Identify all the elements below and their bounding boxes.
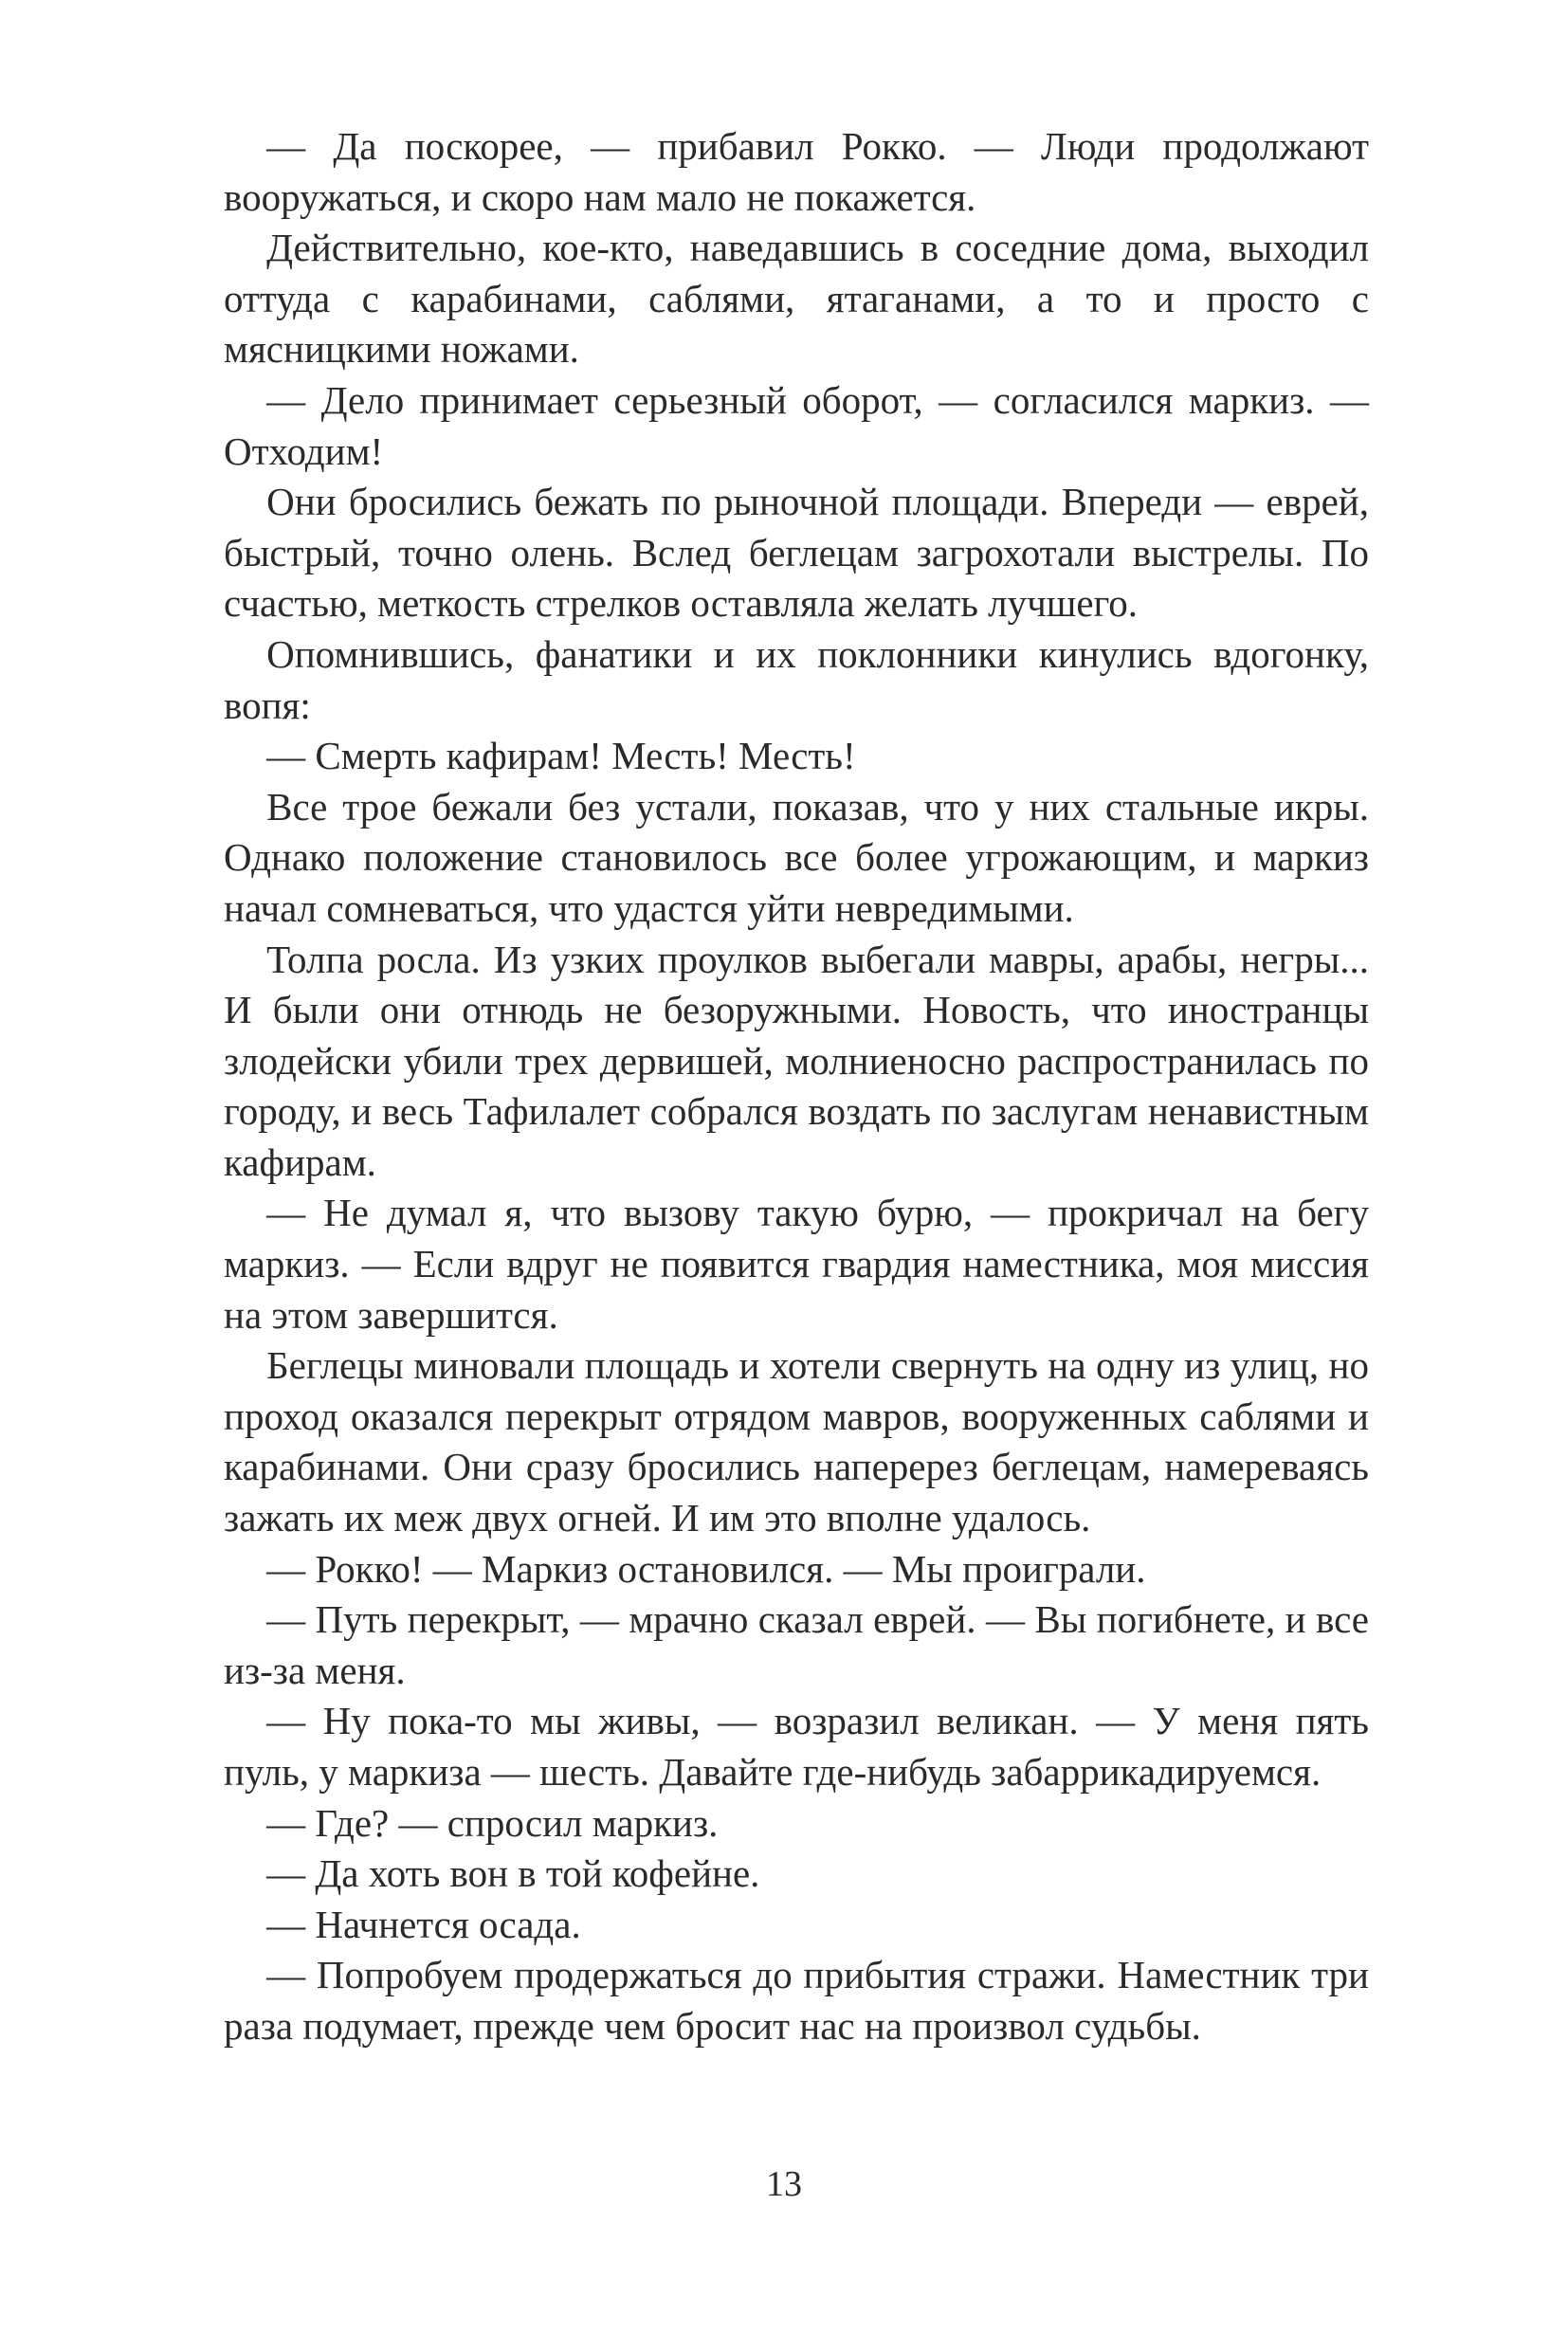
- paragraph: Все трое бежали без устали, показав, что у них стальные икры. Однако положение становилось все более угрожающим, и маркиз начал сомневаться, что удастся уйти невредимыми.: [224, 784, 1369, 930]
- paragraph: — Путь перекрыт, — мрачно сказал еврей. — Вы погибнете, и все из-за меня.: [224, 1597, 1369, 1692]
- body-text: [224, 121, 1369, 2052]
- paragraph: Действительно, кое-кто, наведавшись в соседние дома, выходил оттуда с карабинами, саблями, ятаганами, а то и просто с мясницкими ножами.: [224, 226, 1369, 372]
- paragraph: Они бросились бежать по рыночной площади. Впереди — еврей, быстрый, точно олень. Вслед беглецам загрохотали выстрелы. По счастью, меткость стрелков оставляла желать лучшего.: [224, 480, 1369, 626]
- paragraph: — Да хоть вон в той кофейне.: [266, 1851, 760, 1896]
- paragraph: — Смерть кафирам! Месть! Месть!: [266, 734, 856, 778]
- paragraph: — Да поскорее, — прибавил Рокко. — Люди продолжают вооружаться, и скоро нам мало не покажется.: [224, 124, 1369, 219]
- paragraph: Опомнившись, фанатики и их поклонники кинулись вдогонку, вопя:: [224, 631, 1369, 727]
- paragraph: — Попробуем продержаться до прибытия стражи. Наместник три раза подумает, прежде чем бросит нас на произвол судьбы.: [224, 1953, 1369, 2048]
- paragraph: — Рокко! — Маркиз остановился. — Мы проиграли.: [266, 1546, 1146, 1591]
- paragraph: — Не думал я, что вызову такую бурю, — прокричал на бегу маркиз. — Если вдруг не появится гвардия наместника, моя миссия на этом завершится.: [224, 1191, 1369, 1337]
- paragraph: — Дело принимает серьезный оборот, — согласился маркиз. — Отходим!: [224, 377, 1369, 473]
- paragraph: — Где? — спросил маркиз.: [266, 1800, 719, 1845]
- paragraph: Толпа росла. Из узких проулков выбегали мавры, арабы, негры... И были они отнюдь не безоружными. Новость, что иностранцы злодейски убили трех дервишей, молниеносно распространилась по городу, и весь Тафилалет собрался воздать по заслугам ненавистным кафирам.: [224, 937, 1369, 1184]
- page-number: 13: [766, 2164, 802, 2204]
- paragraph: — Ну пока-то мы живы, — возразил великан. — У меня пять пуль, у маркиза — шесть. Давайте где-нибудь забаррикадируемся.: [224, 1699, 1369, 1794]
- paragraph: Беглецы миновали площадь и хотели свернуть на одну из улиц, но проход оказался перекрыт отрядом мавров, вооруженных саблями и карабинами. Они сразу бросились наперерез беглецам, намереваясь зажать их меж двух огней. И им это вполне удалось.: [224, 1343, 1369, 1540]
- paragraph: — Начнется осада.: [266, 1902, 581, 1946]
